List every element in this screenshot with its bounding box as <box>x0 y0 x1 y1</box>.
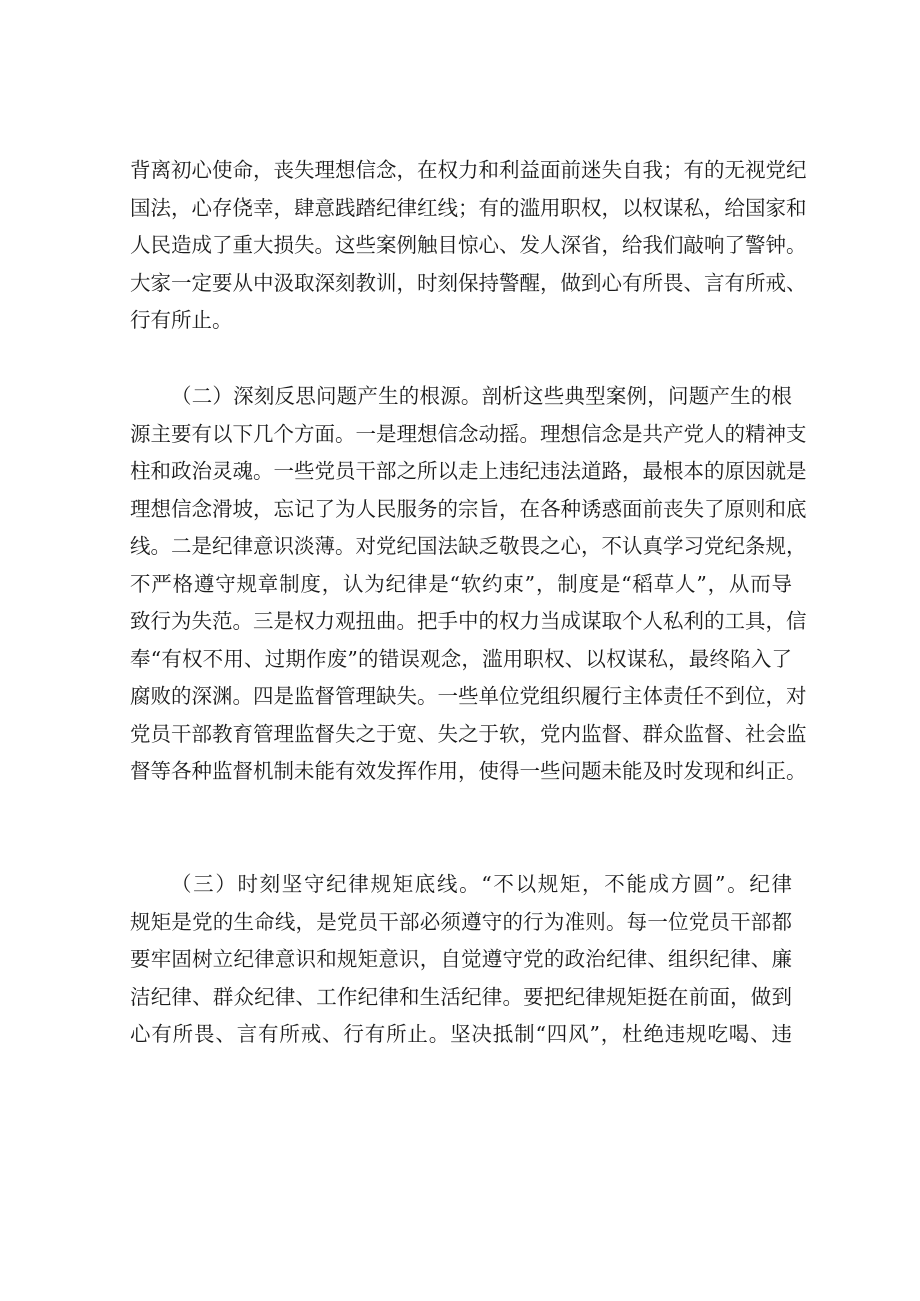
text-line: 党员干部教育管理监督失之于宽、失之于软，党内监督、群众监督、社会监 <box>130 721 807 746</box>
text-line: 大家一定要从中汲取深刻教训，时刻保持警醒，做到心有所畏、言有所戒、 <box>130 270 807 295</box>
text-line: （二）深刻反思问题产生的根源。剖析这些典型案例，问题产生的根 <box>171 384 792 408</box>
text-line: 线。二是纪律意识淡薄。对党纪国法缺乏敬畏之心，不认真学习党纪条规， <box>130 534 807 558</box>
text-line: 源主要有以下几个方面。一是理想信念动摇。理想信念是共产党人的精神支 <box>130 421 807 446</box>
text-line: 腐败的深渊。四是监督管理缺失。一些单位党组织履行主体责任不到位，对 <box>130 684 807 708</box>
text-line: 理想信念滑坡，忘记了为人民服务的宗旨，在各种诱惑面前丧失了原则和底 <box>130 496 807 521</box>
text-line: （三）时刻坚守纪律规矩底线。“不以规矩，不能成方圆”。纪律 <box>171 872 792 896</box>
paragraph-root-causes <box>130 378 807 791</box>
text-line: 规矩是党的生命线，是党员干部必须遵守的行为准则。每一位党员干部都 <box>130 909 792 934</box>
text-line: 国法，心存侥幸，肆意践踏纪律红线；有的滥用职权，以权谋私，给国家和 <box>130 195 807 220</box>
paragraph-discipline-bottom-line <box>130 866 792 1054</box>
text-line: 督等各种监督机制未能有效发挥作用，使得一些问题未能及时发现和纠正。 <box>130 759 807 783</box>
paragraph-continuation <box>130 152 807 340</box>
text-line: 人民造成了重大损失。这些案例触目惊心、发人深省，给我们敲响了警钟。 <box>130 233 807 257</box>
text-line: 奉“有权不用、过期作废”的错误观念，滥用职权、以权谋私，最终陷入了 <box>130 646 792 671</box>
text-line: 洁纪律、群众纪律、工作纪律和生活纪律。要把纪律规矩挺在前面，做到 <box>130 984 792 1009</box>
text-line: 行有所止。 <box>130 308 233 332</box>
text-line: 背离初心使命，丧失理想信念，在权力和利益面前迷失自我；有的无视党纪 <box>130 158 807 182</box>
text-line: 柱和政治灵魂。一些党员干部之所以走上违纪违法道路，最根本的原因就是 <box>130 459 807 483</box>
text-line: 心有所畏、言有所戒、行有所止。坚决抵制“四风”，杜绝违规吃喝、违 <box>130 1022 792 1046</box>
text-line: 要牢固树立纪律意识和规矩意识，自觉遵守党的政治纪律、组织纪律、廉 <box>130 947 792 971</box>
text-line: 不严格遵守规章制度，认为纪律是“软约束”，制度是“稻草人”，从而导 <box>130 571 792 596</box>
text-line: 致行为失范。三是权力观扭曲。把手中的权力当成谋取个人私利的工具，信 <box>130 609 807 633</box>
